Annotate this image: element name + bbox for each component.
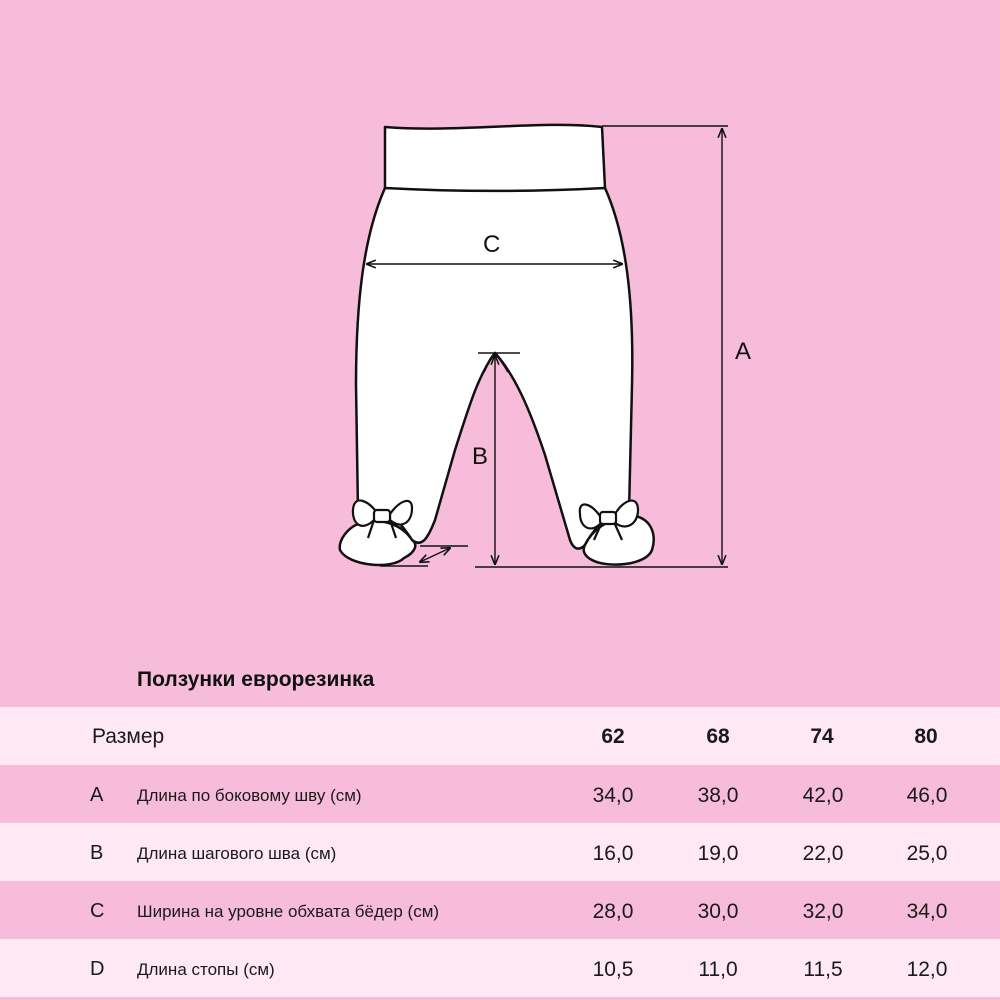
cell-value: 11,5 bbox=[803, 958, 843, 981]
cell-value: 16,0 bbox=[592, 842, 634, 865]
row-description: Длина шагового шва (см) bbox=[137, 844, 337, 863]
row-code: A bbox=[90, 784, 104, 806]
cell-value: 12,0 bbox=[906, 958, 948, 981]
row-code: B bbox=[90, 842, 104, 864]
cell-value: 34,0 bbox=[592, 784, 634, 807]
label-c: C bbox=[483, 231, 501, 258]
cell-value: 46,0 bbox=[906, 784, 948, 807]
product-title: Ползунки еврорезинка bbox=[137, 668, 375, 691]
waistband bbox=[385, 125, 605, 191]
table-row bbox=[0, 939, 1000, 997]
header-size-label: Размер bbox=[92, 725, 165, 748]
cell-value: 28,0 bbox=[592, 900, 634, 923]
size-table bbox=[0, 707, 1000, 997]
label-b: B bbox=[472, 443, 489, 470]
header-size-74: 74 bbox=[810, 725, 834, 748]
cell-value: 38,0 bbox=[697, 784, 739, 807]
table-row bbox=[0, 823, 1000, 881]
table-header-row bbox=[0, 707, 1000, 765]
cell-value: 11,0 bbox=[698, 958, 738, 981]
row-description: Длина по боковому шву (см) bbox=[137, 786, 362, 805]
row-code: C bbox=[90, 900, 105, 922]
table-row bbox=[0, 765, 1000, 823]
row-description: Длина стопы (см) bbox=[137, 960, 275, 979]
cell-value: 19,0 bbox=[697, 842, 739, 865]
cell-value: 34,0 bbox=[906, 900, 948, 923]
cell-value: 10,5 bbox=[592, 958, 634, 981]
cell-value: 25,0 bbox=[906, 842, 948, 865]
row-description: Ширина на уровне обхвата бёдер (см) bbox=[137, 902, 440, 921]
cell-value: 22,0 bbox=[802, 842, 844, 865]
row-code: D bbox=[90, 958, 105, 980]
table-row bbox=[0, 881, 1000, 939]
header-size-80: 80 bbox=[914, 725, 938, 748]
label-a: A bbox=[735, 338, 752, 365]
cell-value: 42,0 bbox=[802, 784, 844, 807]
cell-value: 30,0 bbox=[697, 900, 739, 923]
header-size-68: 68 bbox=[706, 725, 730, 748]
header-size-62: 62 bbox=[601, 725, 625, 748]
cell-value: 32,0 bbox=[802, 900, 844, 923]
